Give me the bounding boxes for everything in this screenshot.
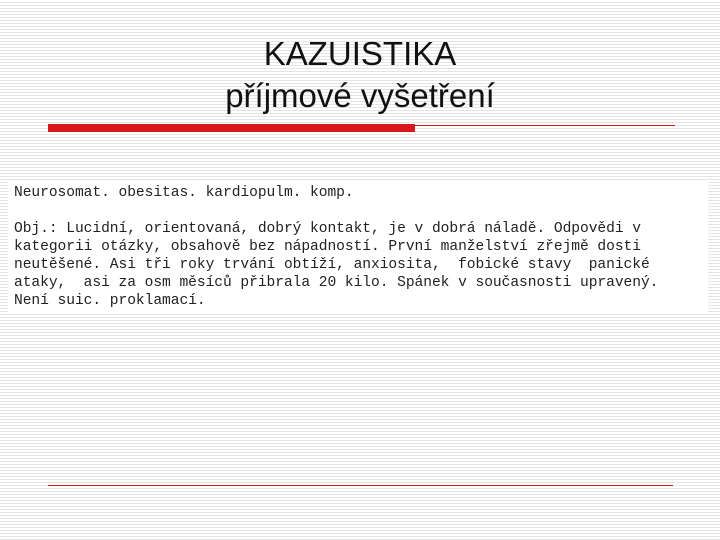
document-line-1: Neurosomat. obesitas. kardiopulm. komp.	[14, 185, 354, 201]
document-line-2: Obj.: Lucidní, orientovaná, dobrý kontakt, je v dobrá náladě. Odpovědi v	[14, 221, 641, 237]
slide-title	[0, 33, 720, 117]
title-underline-thin	[415, 125, 675, 126]
footer-rule	[48, 485, 673, 486]
title-line-2: příjmové vyšetření	[225, 77, 495, 114]
document-line-4: neutěšené. Asi tři roky trvání obtíží, anxiosita, fobické stavy panické	[14, 257, 650, 273]
title-line-1: KAZUISTIKA	[263, 35, 457, 72]
document-line-6: Není suic. proklamací.	[14, 293, 206, 309]
title-underline-accent	[48, 124, 415, 132]
scanned-document	[8, 182, 708, 314]
document-line-3: kategorii otázky, obsahově bez nápadností. První manželství zřejmě dosti	[14, 239, 641, 255]
document-line-5: ataky, asi za osm měsíců přibrala 20 kilo. Spánek v současnosti upravený.	[14, 275, 659, 291]
